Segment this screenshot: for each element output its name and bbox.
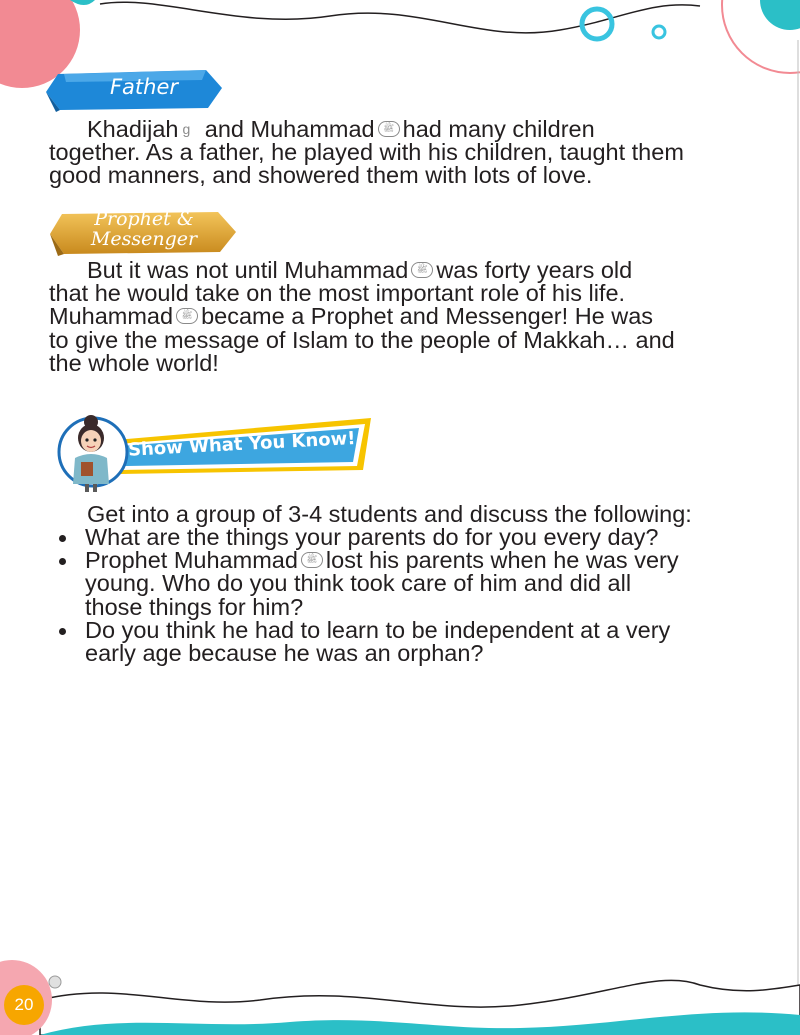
text: Prophet Muhammad — [85, 547, 298, 574]
honorific-mark: g — [182, 121, 191, 137]
father-line-3: good manners, and showered them with lots of love. — [49, 162, 593, 189]
text: was forty years old — [436, 257, 633, 283]
activity-bullet-list — [49, 526, 764, 665]
bullet-icon — [59, 558, 66, 565]
pbuh-icon: ﷺ — [378, 121, 400, 137]
text: had many children — [402, 116, 595, 142]
bullet-text: those things for him? — [85, 593, 304, 620]
pbuh-icon: ﷺ — [301, 552, 323, 568]
text: Muhammad — [49, 303, 174, 330]
prophet-paragraph — [49, 259, 764, 375]
prophet-line-3 — [49, 305, 764, 328]
list-item — [49, 549, 764, 619]
activity-intro — [49, 503, 764, 526]
pbuh-icon: ﷺ — [176, 308, 198, 324]
pbuh-icon: ﷺ — [411, 262, 433, 278]
top-ring-small — [653, 26, 665, 38]
father-line-1 — [49, 118, 764, 141]
bullet-text: early age because he was an orphan? — [85, 640, 484, 667]
bullet-icon — [59, 535, 66, 542]
prophet-line-4: to give the message of Islam to the people of Makkah… and — [49, 326, 675, 353]
text: But it was not until Muhammad — [87, 257, 409, 283]
list-item — [49, 526, 764, 549]
prophet-line-1 — [49, 259, 764, 282]
activity-intro-line: Get into a group of 3-4 students and discuss the following: — [87, 501, 692, 527]
father-heading: Father — [109, 75, 179, 99]
bullet-text: What are the things your parents do for you every day? — [85, 524, 659, 550]
bullet-text: Do you think he had to learn to be independent at a very — [85, 616, 671, 643]
page-number: 20 — [4, 985, 44, 1025]
text: Khadijah — [87, 116, 179, 142]
prophet-heading — [76, 209, 212, 249]
prophet-heading-line-1: Prophet & — [94, 208, 194, 230]
prophet-heading-line-2: Messenger — [90, 228, 198, 250]
text: became a Prophet and Messenger! He was — [201, 303, 654, 330]
prophet-line-2: that he would take on the most important role of his life. — [49, 280, 626, 307]
father-paragraph — [49, 118, 764, 188]
bottom-small-circle — [49, 976, 61, 988]
text: and Muhammad — [204, 116, 375, 142]
father-line-2: together. As a father, he played with his children, taught them — [49, 139, 684, 166]
text: lost his parents when he was very — [325, 547, 679, 574]
bullet-text: young. Who do you think took care of him and did all — [85, 570, 632, 597]
bullet-text — [85, 549, 764, 572]
list-item — [49, 616, 764, 667]
top-right-teal-circle — [760, 0, 800, 30]
activity-heading: Show What You Know! — [127, 427, 356, 461]
bullet-icon — [59, 628, 66, 635]
prophet-line-5: the whole world! — [49, 349, 219, 376]
